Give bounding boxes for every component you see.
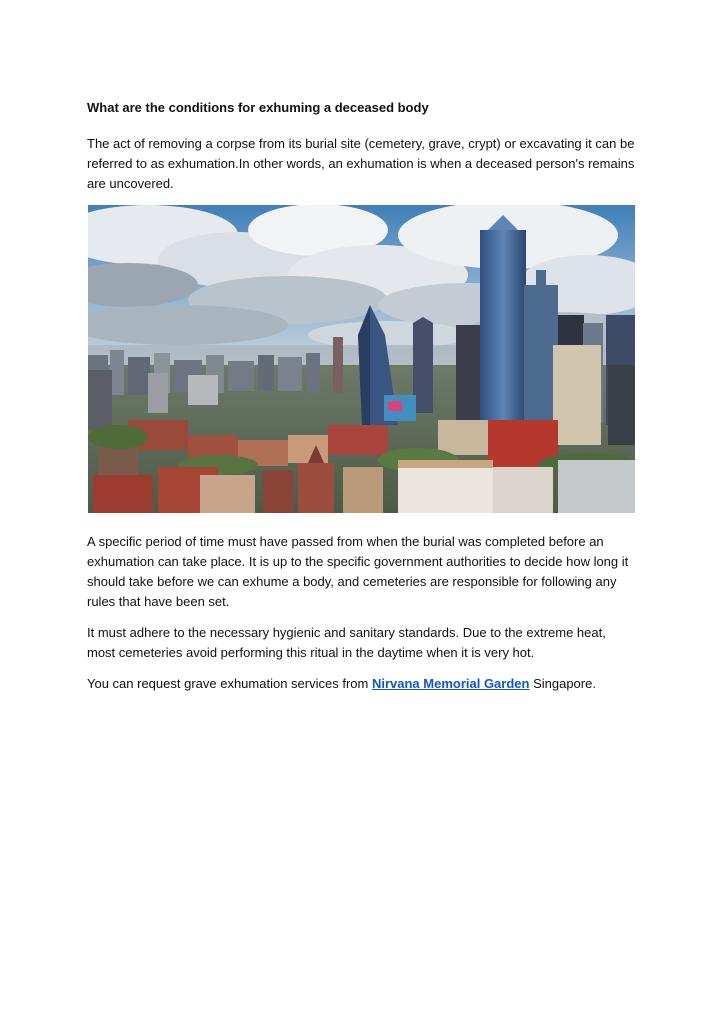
cta-suffix: Singapore. — [529, 676, 596, 691]
paragraph-intro: The act of removing a corpse from its burial site (cemetery, grave, crypt) or excavating it can be referred to as exhumation.In other words, an exhumation is when a deceased person's remains are uncovered. — [87, 136, 635, 191]
paragraph-hygiene: It must adhere to the necessary hygienic and sanitary standards. Due to the extreme heat, most cemeteries avoid performing this ritual in the daytime when it is very hot. — [87, 625, 606, 660]
paragraph-period: A specific period of time must have passed from when the burial was completed before an exhumation can take place. It is up to the specific government authorities to decide how long it should take before we can exhume a body, and cemeteries are responsible for following any rules that have been set. — [87, 534, 629, 609]
city-skyline-photo — [88, 205, 635, 513]
document-title: What are the conditions for exhuming a deceased body — [87, 100, 429, 115]
cta-prefix: You can request grave exhumation services from — [87, 676, 372, 691]
nirvana-memorial-garden-link[interactable]: Nirvana Memorial Garden — [371, 676, 530, 691]
document-body — [87, 98, 637, 705]
skyline-illustration — [88, 205, 635, 513]
paragraph-cta — [87, 674, 637, 694]
